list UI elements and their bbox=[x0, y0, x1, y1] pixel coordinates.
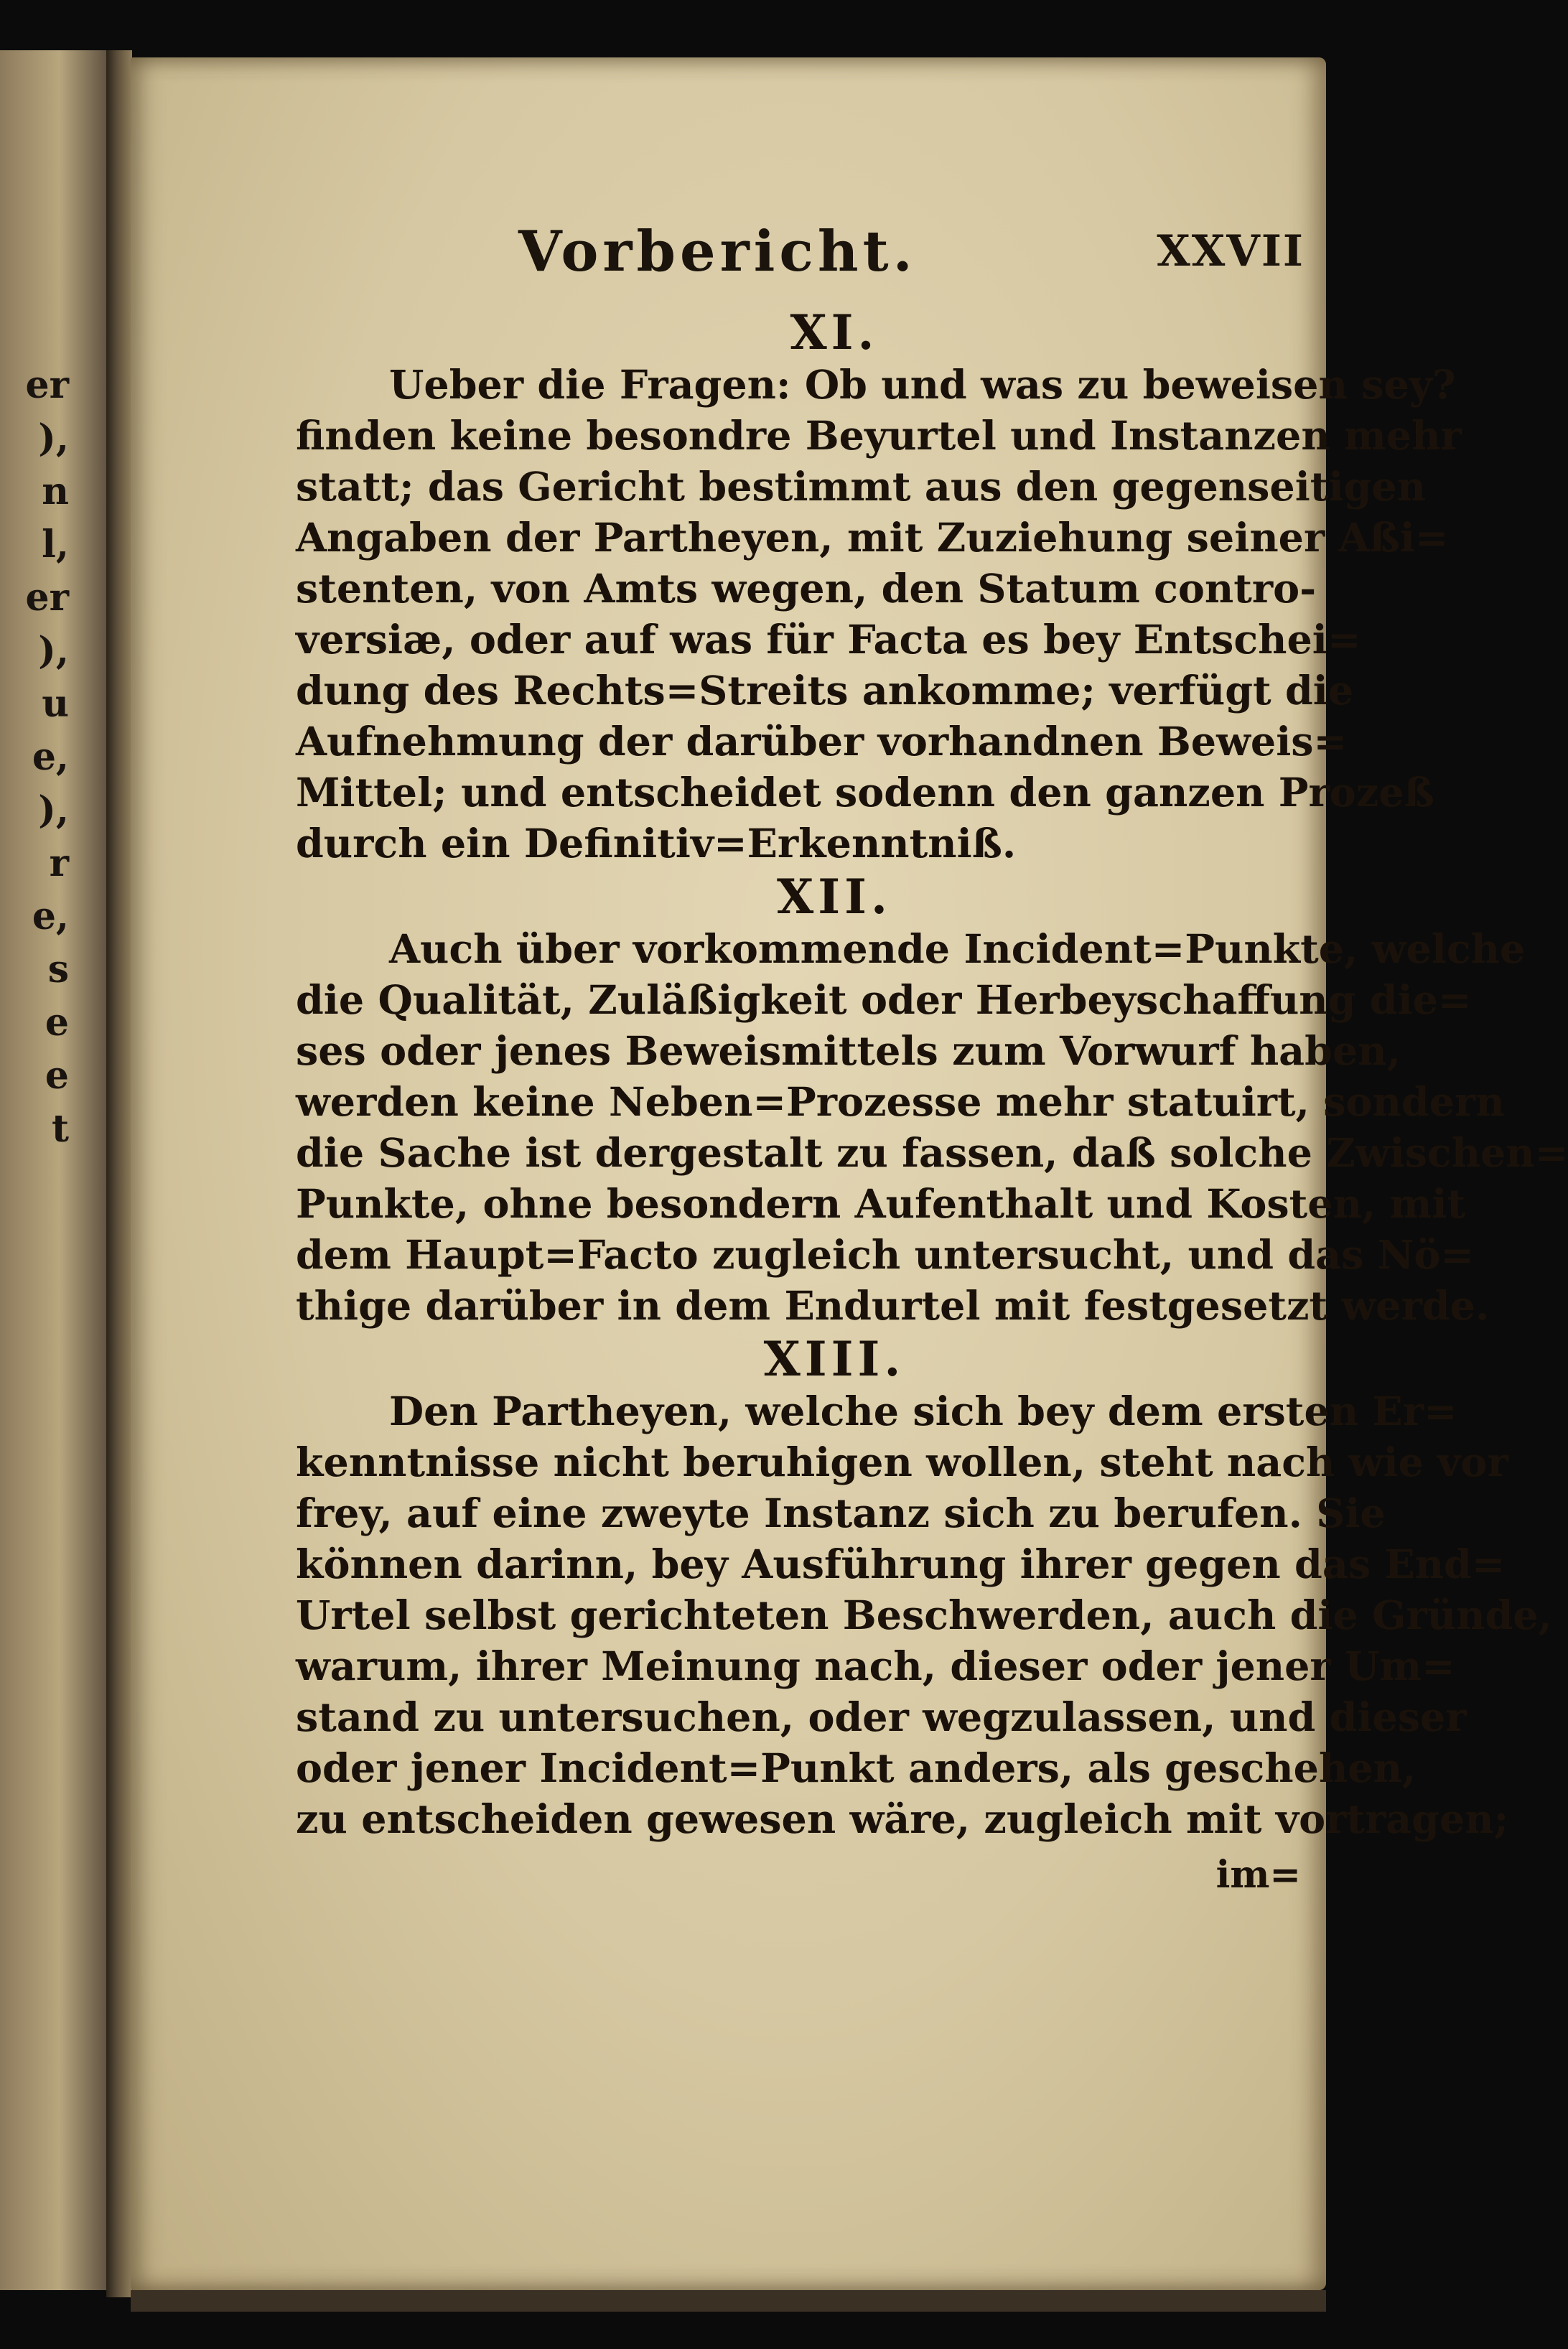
text-line: warum, ihrer Meinung nach, dieser oder jener Um= bbox=[296, 1643, 1455, 1690]
text-line: dem Haupt=Facto zugleich untersucht, und das Nö= bbox=[296, 1232, 1474, 1279]
left-fragment: l, bbox=[42, 523, 69, 566]
page-number: XXVII bbox=[1157, 226, 1305, 276]
left-fragment: er bbox=[25, 363, 69, 407]
text-line: die Sache ist dergestalt zu fassen, daß solche Zwischen= bbox=[296, 1130, 1568, 1177]
left-page-edge bbox=[0, 50, 108, 2290]
left-fragment: e, bbox=[32, 735, 69, 779]
text-line: die Qualität, Zuläßigkeit oder Herbeyschaffung die= bbox=[296, 977, 1472, 1024]
text-line: versiæ, oder auf was für Facta es bey Entschei= bbox=[296, 617, 1361, 663]
text-line: Auch über vorkommende Incident=Punkte, welche bbox=[389, 926, 1526, 973]
section-number: XIII. bbox=[763, 1331, 905, 1387]
left-fragment: er bbox=[25, 576, 69, 620]
left-page-text-fragments bbox=[4, 359, 90, 1156]
text-line: Urtel selbst gerichteten Beschwerden, auch die Gründe, bbox=[296, 1592, 1552, 1639]
text-line: Aufnehmung der darüber vorhandnen Beweis= bbox=[296, 719, 1348, 765]
text-line: werden keine Neben=Prozesse mehr statuirt, sondern bbox=[296, 1079, 1505, 1126]
text-line: thige darüber in dem Endurtel mit festgesetzt werde. bbox=[296, 1283, 1490, 1330]
left-fragment: e, bbox=[32, 895, 69, 938]
text-line: Punkte, ohne besondern Aufenthalt und Kosten, mit bbox=[296, 1181, 1466, 1228]
text-line: können darinn, bey Ausführung ihrer gegen das End= bbox=[296, 1541, 1506, 1588]
text-line: dung des Rechts=Streits ankomme; verfügt die bbox=[296, 668, 1354, 714]
text-line: durch ein Definitiv=Erkenntniß. bbox=[296, 821, 1017, 867]
text-line: kenntnisse nicht beruhigen wollen, steht nach wie vor bbox=[296, 1439, 1508, 1486]
text-line: Mittel; und entscheidet sodenn den ganzen Prozeß bbox=[296, 770, 1434, 816]
text-line: stand zu untersuchen, oder wegzulassen, und dieser bbox=[296, 1694, 1467, 1741]
text-line: Den Partheyen, welche sich bey dem ersten Er= bbox=[389, 1388, 1457, 1435]
left-fragment: r bbox=[49, 841, 69, 885]
section-number: XII. bbox=[777, 869, 892, 925]
page-header bbox=[131, 219, 1326, 305]
left-fragment: ), bbox=[38, 416, 69, 460]
text-line: zu entscheiden gewesen wäre, zugleich mit vortragen; bbox=[296, 1796, 1509, 1843]
text-line: oder jener Incident=Punkt anders, als geschehen, bbox=[296, 1745, 1417, 1792]
running-head: Vorbericht. bbox=[518, 219, 917, 284]
body-text bbox=[296, 304, 1568, 1904]
left-fragment: u bbox=[42, 682, 69, 726]
left-fragment: t bbox=[51, 1107, 69, 1151]
left-fragment: ), bbox=[38, 788, 69, 832]
catchword: im= bbox=[1215, 1853, 1301, 1897]
left-fragment: ), bbox=[38, 629, 69, 673]
book-page bbox=[131, 57, 1568, 2290]
text-line: frey, auf eine zweyte Instanz sich zu berufen. Sie bbox=[296, 1490, 1386, 1537]
left-fragment: e bbox=[45, 1054, 69, 1098]
page-bottom-edge bbox=[131, 2290, 1326, 2312]
left-fragment: s bbox=[47, 948, 69, 991]
left-fragment: n bbox=[42, 470, 69, 513]
section-number: XI. bbox=[790, 304, 879, 360]
text-line: statt; das Gericht bestimmt aus den gegenseitigen bbox=[296, 464, 1426, 510]
text-line: Angaben der Partheyen, mit Zuziehung seiner Aßi= bbox=[296, 515, 1449, 561]
text-line: ses oder jenes Beweismittels zum Vorwurf haben, bbox=[296, 1028, 1401, 1075]
text-line: stenten, von Amts wegen, den Statum contro- bbox=[296, 566, 1317, 612]
book-gutter bbox=[106, 50, 132, 2297]
text-line: finden keine besondre Beyurtel und Instanzen mehr bbox=[296, 413, 1462, 459]
left-fragment: e bbox=[45, 1001, 69, 1045]
text-line: Ueber die Fragen: Ob und was zu beweisen sey? bbox=[389, 362, 1456, 408]
